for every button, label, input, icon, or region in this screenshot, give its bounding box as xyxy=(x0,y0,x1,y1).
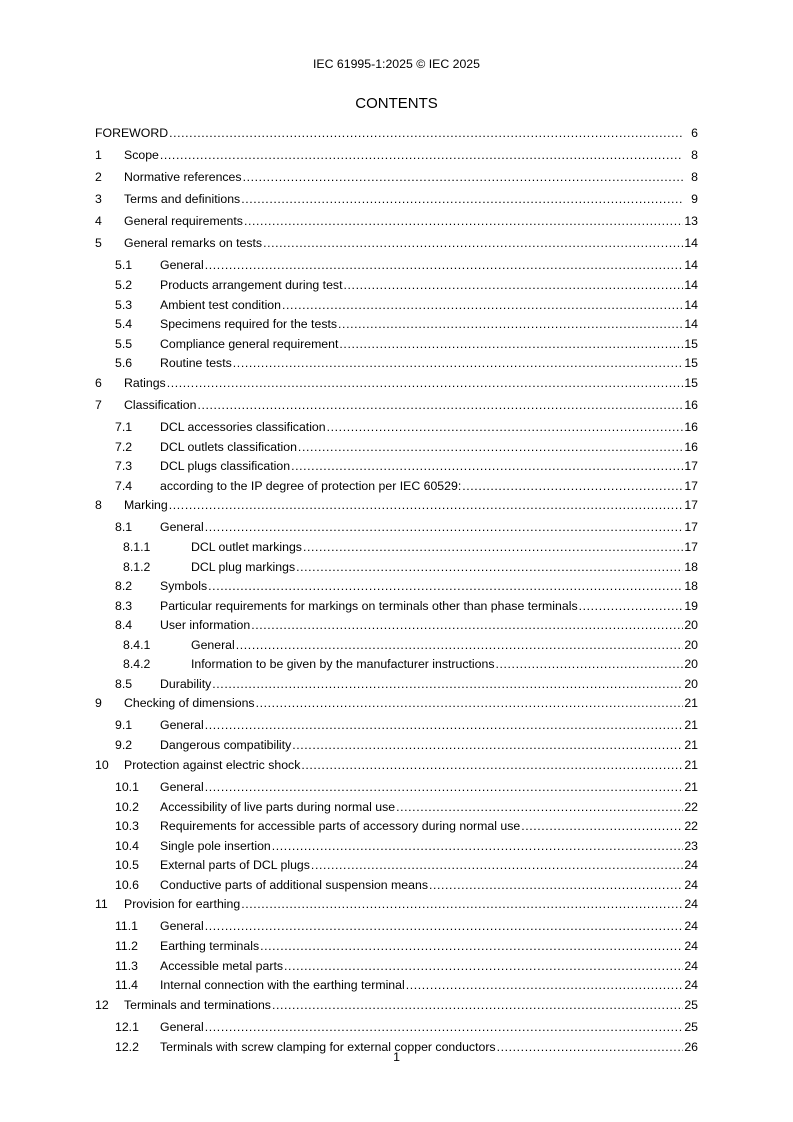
dot-leader xyxy=(291,459,683,473)
toc-entry-title: User information xyxy=(160,618,251,632)
toc-entry[interactable] xyxy=(95,420,698,440)
toc-entry-title: External parts of DCL plugs xyxy=(160,858,310,872)
toc-entry[interactable] xyxy=(95,657,698,677)
toc-entry-title: Durability xyxy=(160,676,212,691)
toc-entry-number: 5.5 xyxy=(115,336,133,351)
toc-entry-page: 14 xyxy=(684,297,698,312)
toc-entry-title: DCL outlets classification xyxy=(160,439,297,454)
toc-entry-title: DCL plugs classification xyxy=(160,459,291,473)
dot-leader xyxy=(579,599,683,613)
dot-leader xyxy=(339,337,683,351)
dot-leader xyxy=(344,278,683,292)
toc-entry-number: 5 xyxy=(95,236,102,250)
dot-leader xyxy=(284,959,683,973)
toc-entry-title: Scope xyxy=(124,148,159,162)
dot-leader xyxy=(244,214,683,228)
toc-entry-title: Ambient test condition xyxy=(160,297,281,312)
toc-entry-title: Particular requirements for markings on terminals other than phase terminals xyxy=(160,598,578,613)
toc-entry[interactable] xyxy=(95,298,698,318)
toc-entry[interactable] xyxy=(95,317,698,337)
toc-entry-title: Dangerous compatibility xyxy=(160,738,292,752)
dot-leader xyxy=(205,258,683,272)
toc-entry-title: General xyxy=(160,779,204,794)
dot-leader xyxy=(169,126,683,140)
dot-leader xyxy=(272,839,683,853)
toc-entry[interactable] xyxy=(95,919,698,939)
toc-entry-page: 16 xyxy=(684,419,698,434)
toc-entry-title: Routine tests xyxy=(160,356,232,370)
dot-leader xyxy=(233,356,683,370)
toc-entry-page: 16 xyxy=(684,439,698,454)
toc-entry[interactable] xyxy=(95,1020,698,1040)
toc-entry-title: DCL plug markings xyxy=(191,559,296,574)
toc-entry-page: 14 xyxy=(684,236,698,250)
toc-entry-number: 7.3 xyxy=(115,459,133,473)
toc-entry-title: Single pole insertion xyxy=(160,838,271,853)
toc-entry-number: 10 xyxy=(95,757,109,772)
toc-entry-number: 5.3 xyxy=(115,297,133,312)
toc-entry-page: 21 xyxy=(684,718,698,732)
toc-entry-number: 8.3 xyxy=(115,598,133,613)
toc-entry-title: Accessible metal parts xyxy=(160,958,284,973)
dot-leader xyxy=(292,738,683,752)
dot-leader xyxy=(406,978,683,992)
toc-entry-number: 11.2 xyxy=(115,939,139,953)
toc-entry-page: 15 xyxy=(684,336,698,351)
dot-leader xyxy=(282,298,683,312)
toc-entry[interactable] xyxy=(95,440,698,460)
toc-entry[interactable] xyxy=(95,148,698,170)
dot-leader xyxy=(205,520,683,534)
toc-entry-page: 20 xyxy=(684,657,698,671)
dot-leader xyxy=(241,192,683,206)
toc-entry-page: 18 xyxy=(684,579,698,593)
toc-entry[interactable] xyxy=(95,579,698,599)
toc-entry-title: General xyxy=(191,637,235,652)
toc-entry-number: 7.4 xyxy=(115,478,133,493)
toc-entry-title: General xyxy=(160,919,204,933)
toc-entry-page: 22 xyxy=(684,819,698,833)
dot-leader xyxy=(263,236,683,250)
toc-entry-number: 10.3 xyxy=(115,819,139,833)
dot-leader xyxy=(301,758,683,772)
toc-entry-page: 17 xyxy=(684,498,698,512)
toc-entry[interactable] xyxy=(95,858,698,878)
page-title: CONTENTS xyxy=(355,95,438,112)
toc-entry-number: 9 xyxy=(95,696,102,710)
dot-leader xyxy=(205,1020,683,1034)
toc-entry-page: 23 xyxy=(684,838,698,853)
toc-entry-page: 17 xyxy=(684,478,698,493)
toc-entry-page: 14 xyxy=(684,317,698,331)
toc-entry-title: DCL outlet markings xyxy=(191,540,302,554)
toc-entry-title: Checking of dimensions xyxy=(124,696,255,710)
toc-entry-title: Internal connection with the earthing terminal xyxy=(160,978,405,992)
dot-leader xyxy=(272,998,683,1012)
toc-entry-title: Terminals with screw clamping for external copper conductors xyxy=(160,1039,496,1054)
dot-leader xyxy=(338,317,683,331)
toc-entry-number: 12.2 xyxy=(115,1039,139,1054)
toc-entry[interactable] xyxy=(95,718,698,738)
toc-entry-number: 11.1 xyxy=(115,919,139,933)
toc-entry-number: 8.2 xyxy=(115,579,133,593)
dot-leader xyxy=(208,579,683,593)
toc-entry-page: 8 xyxy=(691,170,698,184)
toc-entry[interactable] xyxy=(95,278,698,298)
toc-entry-title: General xyxy=(160,520,204,534)
toc-entry-number: 12.1 xyxy=(115,1019,139,1034)
toc-entry-number: 8.1.1 xyxy=(123,540,151,554)
toc-entry-page: 25 xyxy=(684,1019,698,1034)
toc-entry-page: 14 xyxy=(684,278,698,292)
dot-leader xyxy=(396,800,683,814)
toc-entry-number: 9.1 xyxy=(115,718,133,732)
toc-entry-number: 11.4 xyxy=(115,978,139,992)
toc-entry-title: Terms and definitions xyxy=(124,192,241,206)
toc-entry-number: 4 xyxy=(95,214,102,228)
toc-entry-number: 10.4 xyxy=(115,838,139,853)
toc-entry[interactable] xyxy=(95,560,698,580)
toc-entry-page: 6 xyxy=(691,126,698,140)
toc-entry[interactable] xyxy=(95,677,698,697)
toc-entry-number: 11 xyxy=(95,897,108,911)
dot-leader xyxy=(205,780,683,794)
toc-entry-page: 24 xyxy=(684,897,698,911)
toc-entry-title: FOREWORD xyxy=(95,126,169,140)
toc-entry-number: 8.4.2 xyxy=(123,657,151,671)
toc-entry-page: 21 xyxy=(684,696,698,710)
toc-entry-number: 6 xyxy=(95,375,102,390)
toc-entry-number: 8.1.2 xyxy=(123,559,151,574)
dot-leader xyxy=(296,560,683,574)
dot-leader xyxy=(169,498,683,512)
toc-entry[interactable] xyxy=(95,356,698,376)
toc-entry-title: according to the IP degree of protection per IEC 60529: xyxy=(160,478,462,493)
toc-entry[interactable] xyxy=(95,897,698,919)
toc-entry-page: 13 xyxy=(684,214,698,228)
toc-entry[interactable] xyxy=(95,376,698,398)
toc-entry[interactable] xyxy=(95,839,698,859)
toc-entry-title: Provision for earthing xyxy=(124,897,241,911)
toc-entry-page: 24 xyxy=(684,858,698,872)
toc-entry-title: DCL accessories classification xyxy=(160,419,326,434)
toc-entry-number: 10.2 xyxy=(115,799,139,814)
toc-entry-page: 17 xyxy=(684,520,698,534)
toc-entry-page: 25 xyxy=(684,997,698,1012)
toc-entry-page: 15 xyxy=(684,375,698,390)
dot-leader xyxy=(236,638,683,652)
toc-entry-page: 20 xyxy=(684,618,698,632)
toc-entry[interactable] xyxy=(95,214,698,236)
toc-entry-page: 21 xyxy=(684,779,698,794)
toc-entry[interactable] xyxy=(95,459,698,479)
toc-entry-page: 24 xyxy=(684,978,698,992)
toc-entry[interactable] xyxy=(95,959,698,979)
toc-entry[interactable] xyxy=(95,696,698,718)
toc-entry-title: General xyxy=(160,718,204,732)
toc-entry-number: 1 xyxy=(95,148,102,162)
toc-entry-number: 2 xyxy=(95,170,102,184)
dot-leader xyxy=(212,677,683,691)
toc-entry-page: 21 xyxy=(684,738,698,752)
toc-entry[interactable] xyxy=(95,540,698,560)
toc-entry-number: 12 xyxy=(95,997,109,1012)
toc-entry-title: Products arrangement during test xyxy=(160,278,343,292)
dot-leader xyxy=(160,148,683,162)
toc-entry[interactable] xyxy=(95,618,698,638)
toc-entry-title: Normative references xyxy=(124,170,242,184)
toc-entry-page: 24 xyxy=(684,919,698,933)
toc-entry-page: 17 xyxy=(684,459,698,473)
toc-entry-page: 15 xyxy=(684,356,698,370)
dot-leader xyxy=(167,376,683,390)
toc-entry-page: 17 xyxy=(684,540,698,554)
toc-entry-page: 21 xyxy=(684,757,698,772)
dot-leader xyxy=(429,878,683,892)
toc-entry-page: 20 xyxy=(684,637,698,652)
toc-entry-number: 5.6 xyxy=(115,356,133,370)
toc-entry-number: 11.3 xyxy=(115,958,139,973)
toc-entry-title: Conductive parts of additional suspension means xyxy=(160,877,428,892)
toc-entry-number: 5.1 xyxy=(115,258,133,272)
toc-entry[interactable] xyxy=(95,236,698,258)
toc-entry[interactable] xyxy=(95,498,698,520)
toc-entry-number: 7 xyxy=(95,397,102,412)
toc-entry-page: 18 xyxy=(684,559,698,574)
toc-entry-title: Ratings xyxy=(124,375,166,390)
toc-entry[interactable] xyxy=(95,780,698,800)
dot-leader xyxy=(256,696,683,710)
toc-entry-number: 9.2 xyxy=(115,738,133,752)
toc-entry-page: 24 xyxy=(684,877,698,892)
toc-entry-number: 3 xyxy=(95,192,102,206)
toc-entry-page: 16 xyxy=(684,397,698,412)
dot-leader xyxy=(462,479,683,493)
toc-entry-number: 8.1 xyxy=(115,520,133,534)
toc-entry-number: 7.2 xyxy=(115,439,133,454)
dot-leader xyxy=(243,170,683,184)
dot-leader xyxy=(311,858,683,872)
toc-entry[interactable] xyxy=(95,479,698,499)
toc-entry-title: Information to be given by the manufacturer instructions xyxy=(191,657,495,671)
toc-entry-title: Requirements for accessible parts of accessory during normal use xyxy=(160,819,521,833)
toc-entry-number: 10.5 xyxy=(115,858,139,872)
toc-entry-page: 26 xyxy=(684,1039,698,1054)
toc-entry-page: 20 xyxy=(684,676,698,691)
dot-leader xyxy=(251,618,683,632)
dot-leader xyxy=(205,718,683,732)
dot-leader xyxy=(298,440,683,454)
toc-entry[interactable] xyxy=(95,398,698,420)
toc-entry[interactable] xyxy=(95,800,698,820)
toc-entry[interactable] xyxy=(95,337,698,357)
page-number: 1 xyxy=(393,1050,400,1064)
toc-entry-number: 8.4 xyxy=(115,618,133,632)
toc-entry-page: 24 xyxy=(684,958,698,973)
toc-entry[interactable] xyxy=(95,258,698,278)
toc-entry-title: General requirements xyxy=(124,214,243,228)
toc-entry-title: Protection against electric shock xyxy=(124,757,301,772)
toc-entry-title: General xyxy=(160,1019,204,1034)
table-of-contents xyxy=(95,126,698,1059)
toc-entry-title: General remarks on tests xyxy=(124,236,263,250)
dot-leader xyxy=(241,897,683,911)
toc-entry-page: 14 xyxy=(684,258,698,272)
toc-entry-page: 19 xyxy=(684,598,698,613)
dot-leader xyxy=(327,420,683,434)
toc-entry-title: Accessibility of live parts during normal use xyxy=(160,799,396,814)
toc-entry-page: 24 xyxy=(684,939,698,953)
toc-entry-title: Marking xyxy=(124,498,168,512)
toc-entry-number: 8 xyxy=(95,498,102,512)
dot-leader xyxy=(260,939,683,953)
toc-entry-number: 7.1 xyxy=(115,419,133,434)
toc-entry[interactable] xyxy=(95,170,698,192)
toc-entry-page: 22 xyxy=(684,799,698,814)
toc-entry[interactable] xyxy=(95,758,698,780)
toc-entry[interactable] xyxy=(95,192,698,214)
toc-entry-number: 8.5 xyxy=(115,676,133,691)
document-header: IEC 61995-1:2025 © IEC 2025 xyxy=(313,57,480,71)
toc-entry-page: 8 xyxy=(691,148,698,162)
toc-entry-title: Terminals and terminations xyxy=(124,997,271,1012)
toc-entry-title: General xyxy=(160,258,204,272)
toc-entry[interactable] xyxy=(95,126,698,148)
toc-entry-title: Classification xyxy=(124,397,197,412)
toc-entry[interactable] xyxy=(95,599,698,619)
toc-entry-number: 5.2 xyxy=(115,278,133,292)
toc-entry[interactable] xyxy=(95,819,698,839)
toc-entry-title: Symbols xyxy=(160,579,208,593)
toc-entry[interactable] xyxy=(95,738,698,758)
toc-entry-number: 10.6 xyxy=(115,877,139,892)
toc-entry-number: 5.4 xyxy=(115,317,133,331)
toc-entry[interactable] xyxy=(95,998,698,1020)
toc-entry[interactable] xyxy=(95,939,698,959)
dot-leader xyxy=(197,398,683,412)
toc-entry-title: Earthing terminals xyxy=(160,939,260,953)
toc-entry-number: 10.1 xyxy=(115,779,139,794)
toc-entry[interactable] xyxy=(95,978,698,998)
toc-entry[interactable] xyxy=(95,878,698,898)
toc-entry-title: Specimens required for the tests xyxy=(160,317,338,331)
toc-entry-page: 9 xyxy=(691,192,698,206)
toc-entry-number: 8.4.1 xyxy=(123,637,151,652)
toc-entry[interactable] xyxy=(95,520,698,540)
dot-leader xyxy=(495,657,683,671)
toc-entry-title: Compliance general requirement xyxy=(160,336,339,351)
dot-leader xyxy=(521,819,683,833)
dot-leader xyxy=(205,919,683,933)
dot-leader xyxy=(303,540,683,554)
toc-entry[interactable] xyxy=(95,638,698,658)
